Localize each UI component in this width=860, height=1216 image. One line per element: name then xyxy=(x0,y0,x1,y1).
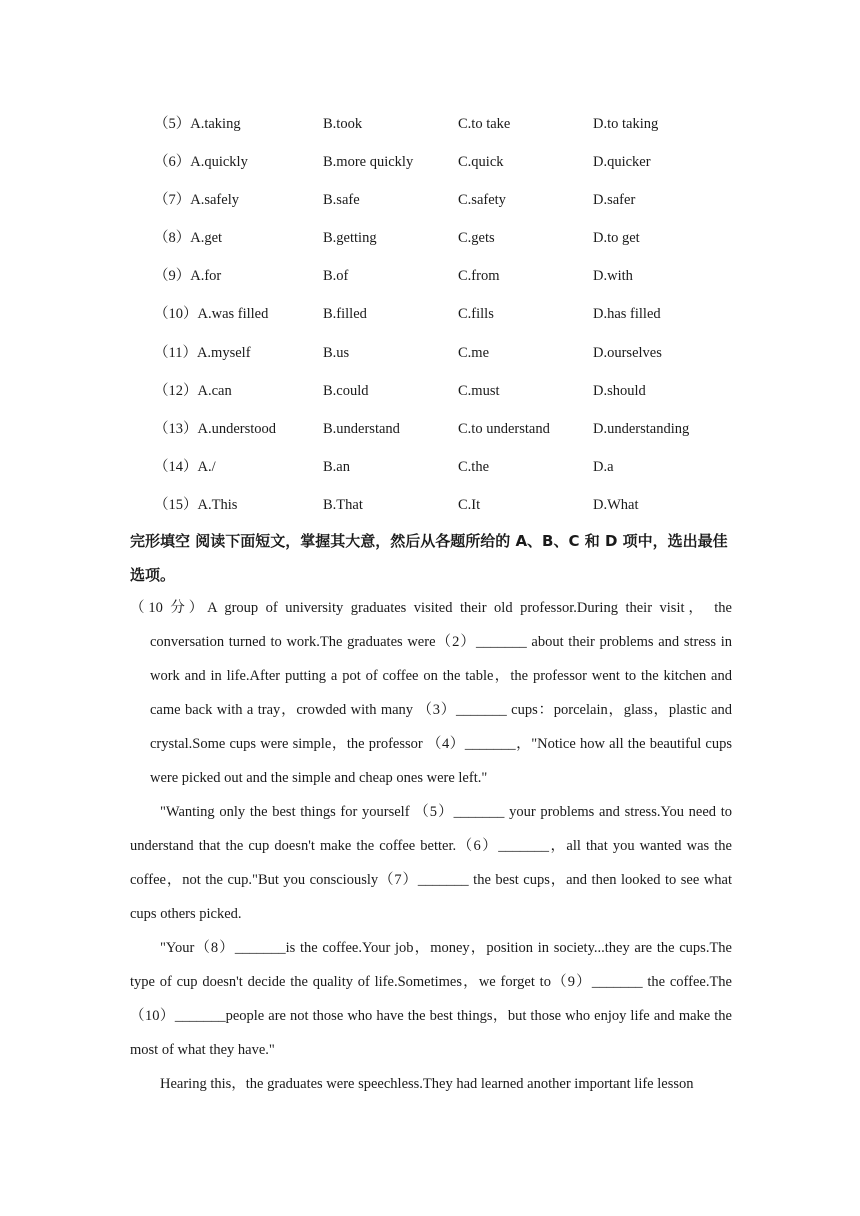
option-d: D.safer xyxy=(593,192,636,209)
option-c: C.gets xyxy=(458,230,495,247)
option-c: C.to understand xyxy=(458,420,550,437)
option-c: C.must xyxy=(458,382,500,399)
option-b: B.safe xyxy=(323,192,360,209)
option-c: C.me xyxy=(458,344,490,361)
option-b: B.an xyxy=(323,458,350,475)
option-d: D.should xyxy=(593,382,646,399)
option-d: D.has filled xyxy=(593,306,661,323)
option-row xyxy=(0,297,860,335)
option-a: （6）A.quickly xyxy=(154,154,248,171)
option-b: B.took xyxy=(323,116,363,132)
passage-paragraph-3: "Your（8）_______is the coffee.Your job，money，position in society...they are the cups.The type of cup doesn't decide the quality of life.Sometimes，we forget to（9）_______ the coffee.The（10）_______people are not those who have the best things，but those who enjoy life and make the most of what they have." xyxy=(130,940,732,1058)
option-c: C.quick xyxy=(458,154,504,171)
option-d: D.What xyxy=(593,496,639,513)
option-a: （5）A.taking xyxy=(154,116,241,132)
option-d: D.to get xyxy=(593,230,640,247)
option-d: D.with xyxy=(593,268,633,285)
option-b: B.understand xyxy=(323,420,400,437)
option-b: B.of xyxy=(323,268,349,285)
option-c: C.from xyxy=(458,268,500,285)
passage-paragraph-1: （10 分）A group of university graduates visited their old professor.During their visit， the conversation turned to work.The graduates were（2）_______ about their problems and stress in work and in life.After putting a pot of coffee on the table，the professor went to the kitchen and came back with a tray，crowded with many （3）_______ cups：porcelain，glass，plastic and crystal.Some cups were simple，the professor （4）_______，"Notice how all the beautiful cups were picked out and the simple and cheap ones were left." xyxy=(130,600,732,786)
option-a: （8）A.get xyxy=(154,230,223,247)
option-a: （11）A.myself xyxy=(154,344,251,361)
option-b: B.more quickly xyxy=(323,154,414,171)
option-b: B.getting xyxy=(323,230,377,247)
option-d: D.quicker xyxy=(593,154,651,171)
option-d: D.a xyxy=(593,458,614,475)
option-a: （13）A.understood xyxy=(154,420,277,437)
option-c: C.safety xyxy=(458,192,506,209)
option-a: （9）A.for xyxy=(154,268,222,285)
option-c: C.It xyxy=(458,496,481,513)
option-a: （7）A.safely xyxy=(154,192,239,209)
option-c: C.to take xyxy=(458,116,511,132)
option-a: （15）A.This xyxy=(154,496,238,513)
option-row xyxy=(0,221,860,259)
option-row xyxy=(0,450,860,488)
option-row xyxy=(0,488,860,526)
option-b: B.filled xyxy=(323,306,367,323)
answer-options-list xyxy=(0,107,860,526)
cloze-passage xyxy=(130,591,732,1101)
option-a: （12）A.can xyxy=(154,382,232,399)
passage-paragraph-4: Hearing this，the graduates were speechless.They had learned another important life lesson xyxy=(160,1076,694,1092)
option-c: C.the xyxy=(458,458,490,475)
option-row xyxy=(0,259,860,297)
option-row xyxy=(0,336,860,374)
option-b: B.That xyxy=(323,496,363,513)
option-d: D.understanding xyxy=(593,420,690,437)
option-d: D.ourselves xyxy=(593,344,662,361)
passage-paragraph-2: "Wanting only the best things for yourself （5）_______ your problems and stress.You need to understand that the cup doesn't make the coffee better.（6）_______，all that you wanted was the coffee，not the cup."But you consciously（7）_______ the best cups，and then looked to see what cups others picked. xyxy=(130,804,732,922)
option-d: D.to taking xyxy=(593,116,659,132)
option-a: （10）A.was filled xyxy=(154,306,269,323)
option-b: B.could xyxy=(323,382,369,399)
section-heading: 完形填空 阅读下面短文，掌握其大意，然后从各题所给的 A、B、C 和 D 项中，选出最佳选项。 xyxy=(130,532,728,584)
option-row xyxy=(0,374,860,412)
option-row xyxy=(0,107,860,145)
option-row xyxy=(0,412,860,450)
option-row xyxy=(0,183,860,221)
option-a: （14）A./ xyxy=(154,458,216,475)
option-row xyxy=(0,145,860,183)
option-c: C.fills xyxy=(458,306,494,323)
option-b: B.us xyxy=(323,344,350,361)
